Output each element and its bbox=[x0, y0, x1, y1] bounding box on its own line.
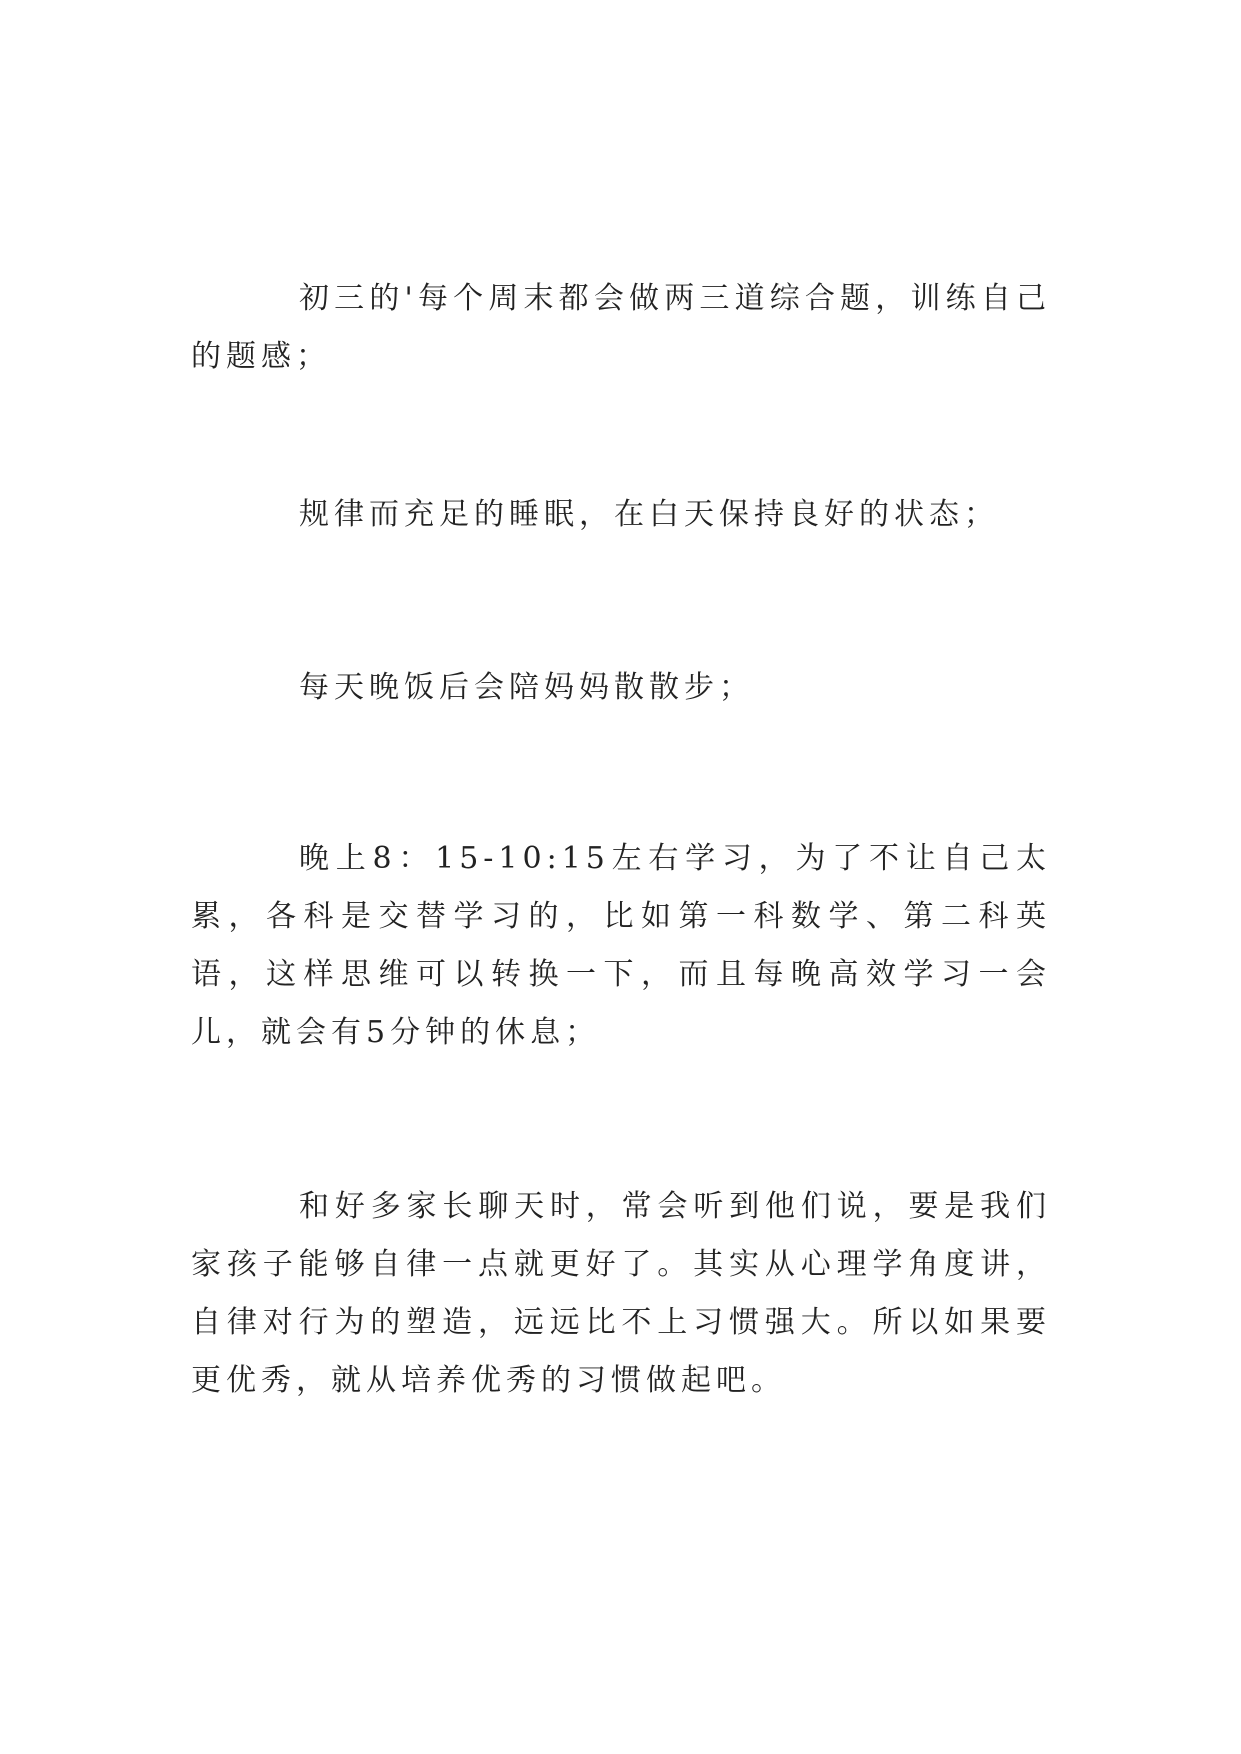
document-body bbox=[191, 270, 1051, 1410]
paragraph-sleep: 规律而充足的睡眠，在白天保持良好的状态； bbox=[299, 497, 999, 532]
paragraph-habits: 和好多家长聊天时，常会听到他们说，要是我们家孩子能够自律一点就更好了。其实从心理学角度讲，自律对行为的塑造，远远比不上习惯强大。所以如果要更优秀，就从培养优秀的习惯做起吧。 bbox=[191, 1189, 1051, 1398]
paragraph-walk: 每天晚饭后会陪妈妈散散步； bbox=[299, 670, 754, 705]
paragraph-evening-study: 晚上8：15-10:15左右学习，为了不让自己太累，各科是交替学习的，比如第一科数学、第二科英语，这样思维可以转换一下，而且每晚高效学习一会儿，就会有5分钟的休息； bbox=[191, 841, 1051, 1050]
paragraph-weekend-practice: 初三的'每个周末都会做两三道综合题，训练自己的题感； bbox=[191, 281, 1051, 374]
